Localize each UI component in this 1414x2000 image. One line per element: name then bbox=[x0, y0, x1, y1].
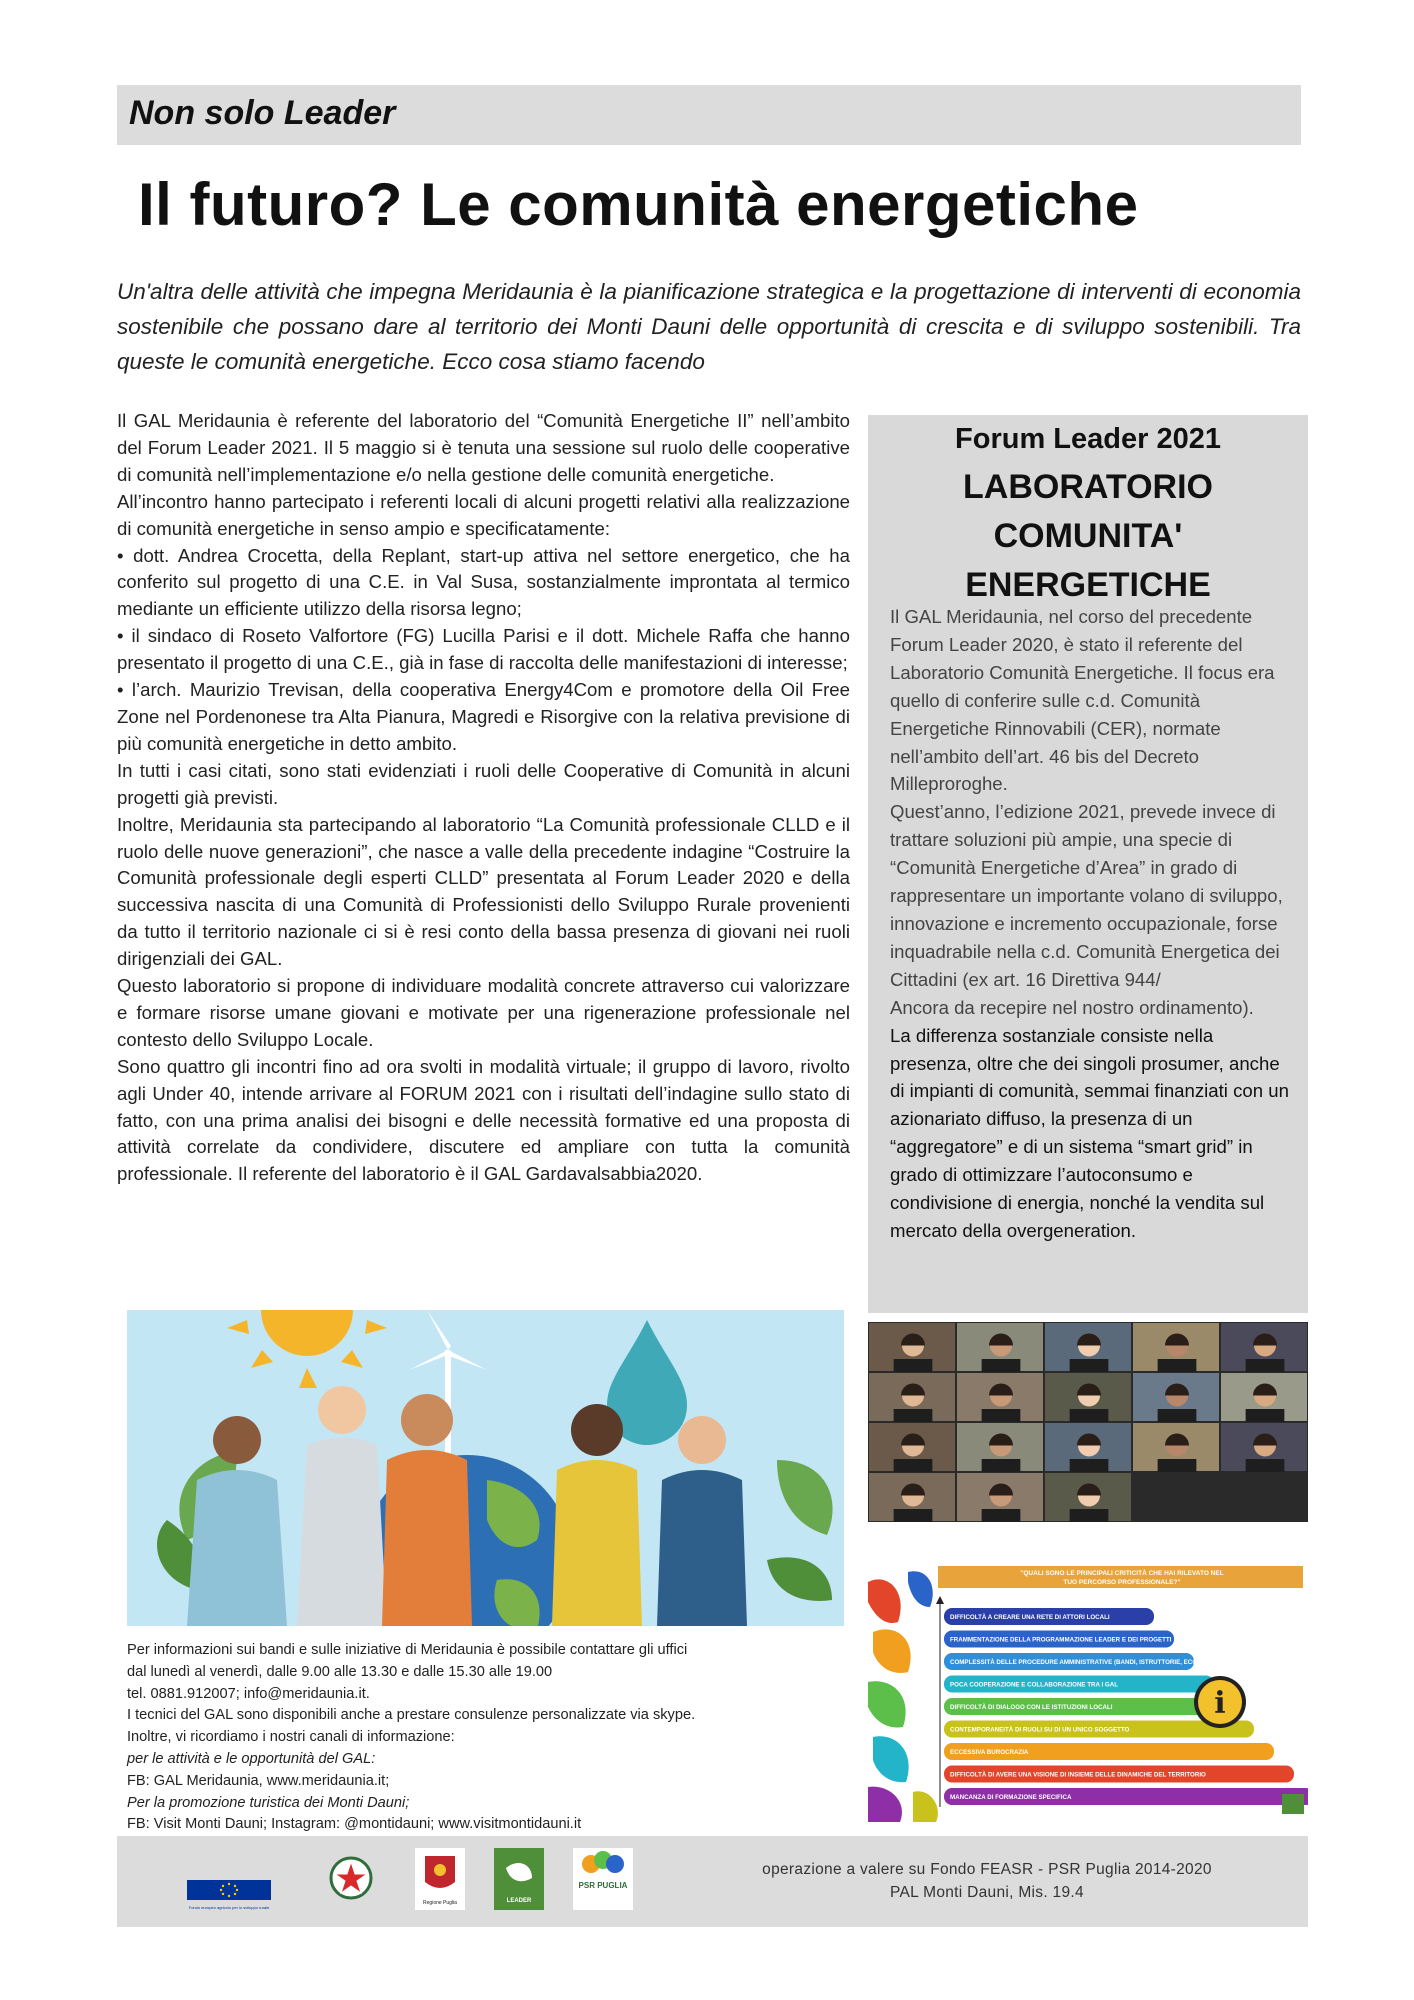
sidebar-paragraph: La differenza sostanziale consiste nella presenza, oltre che dei singoli prosumer, anche di impianti di comunità, semmai finanziati con un azionariato diffuso, la presenza di un “aggregatore” e di un sistema “smart grid” in grado di ottimizzare l’autoconsumo e condivisione di energia, nonché la vendita sul mercato della overgeneration. bbox=[890, 1024, 1289, 1241]
body-paragraph: All’incontro hanno partecipato i referenti locali di alcuni progetti relativi alla realizzazione di comunità energetiche in senso ampio e specificatamente: bbox=[117, 490, 850, 539]
participant-body bbox=[1070, 1359, 1109, 1372]
svg-text:i: i bbox=[1214, 1686, 1226, 1721]
leader-logo bbox=[494, 1848, 544, 1910]
participant-body bbox=[1070, 1409, 1109, 1422]
info-gal-links: FB: GAL Meridaunia, www.meridaunia.it; bbox=[127, 1772, 390, 1789]
hands-decoration bbox=[868, 1571, 938, 1822]
sidebar-body bbox=[890, 603, 1298, 1245]
participant-body bbox=[1246, 1409, 1285, 1422]
footer bbox=[117, 1836, 1308, 1927]
survey-question: "QUALI SONO LE PRINCIPALI CRITICITÀ CHE HAI RILEVATO NEL bbox=[1020, 1570, 1224, 1577]
info-line: tel. 0881.912007; info@meridaunia.it. bbox=[127, 1685, 370, 1702]
community-energy-illustration bbox=[127, 1310, 844, 1626]
section-bar bbox=[117, 85, 1301, 145]
sidebar-title: LABORATORIO COMUNITA' ENERGETICHE bbox=[963, 468, 1213, 604]
svg-text:LEADER: LEADER bbox=[506, 1898, 532, 1904]
sidebar-paragraph: Ancora da recepire nel nostro ordinamento). bbox=[890, 996, 1254, 1018]
participant-body bbox=[1070, 1459, 1109, 1472]
body-paragraph: Inoltre, Meridaunia sta partecipando al laboratorio “La Comunità professionale CLLD e il ruolo delle nuove generazioni”, che nasce a valle della precedente indagine “Costruire la Comunità professionale degli esperti CLLD” presentata al Forum Leader 2020 e della successiva nascita di una Comunità di Professionisti dello Sviluppo Rurale provenienti da tutto il territorio nazionale ci si è resi conto della bassa presenza di giovani nei ruoli dirigenziali dei GAL. bbox=[117, 813, 850, 970]
info-icon bbox=[1194, 1676, 1246, 1728]
body-paragraph: Sono quattro gli incontri fino ad ora svolti in modalità virtuale; il gruppo di lavoro, rivolto agli Under 40, intende arrivare al FORUM 2021 con i risultati dell’indagine sullo stato di fatto, con una prima analisi dei bisogni e delle necessità formative ed una proposta di attività correlate da condividere, discutere ed ampliare con tutta la comunità professionale. Il referente del laboratorio è il GAL Gardavalsabbia2020. bbox=[117, 1055, 850, 1185]
info-line: dal lunedì al venerdì, dalle 9.00 alle 13.30 e dalle 15.30 alle 19.00 bbox=[127, 1663, 553, 1680]
participant-body bbox=[1070, 1509, 1109, 1522]
participant-body bbox=[1158, 1409, 1197, 1422]
eu-logo bbox=[187, 1866, 271, 1928]
participant-body bbox=[982, 1409, 1021, 1422]
participant-body bbox=[1246, 1459, 1285, 1472]
body-paragraph: Questo laboratorio si propone di individuare modalità concrete attraverso cui valorizzare e formare risorse umane giovani e motivate per una rigenerazione professionale nel contesto dello Sviluppo Locale. bbox=[117, 975, 850, 1050]
funding-line: operazione a valere su Fondo FEASR - PSR Puglia 2014-2020 bbox=[762, 1861, 1212, 1878]
survey-bar-label: POCA COOPERAZIONE E COLLABORAZIONE TRA I GAL bbox=[950, 1681, 1118, 1689]
participant-body bbox=[982, 1359, 1021, 1372]
survey-bar-label: MANCANZA DI FORMAZIONE SPECIFICA bbox=[950, 1794, 1072, 1801]
participant-body bbox=[982, 1509, 1021, 1522]
lead-paragraph: Un'altra delle attività che impegna Meridaunia è la pianificazione strategica e la progettazione di interventi di economia sostenibile che possano dare al territorio dei Monti Dauni delle opportunità di crescita e di sviluppo sostenibili. Tra queste le comunità energetiche. Ecco cosa stiamo facendo bbox=[117, 279, 1301, 374]
funding-line: PAL Monti Dauni, Mis. 19.4 bbox=[890, 1884, 1084, 1901]
page-title: Il futuro? Le comunità energetiche bbox=[138, 171, 1139, 238]
sidebar-kicker: Forum Leader 2021 bbox=[955, 423, 1221, 455]
svg-text:PSR PUGLIA: PSR PUGLIA bbox=[578, 1881, 628, 1890]
svg-text:Regione Puglia: Regione Puglia bbox=[423, 1900, 457, 1906]
body-paragraph: Il GAL Meridaunia è referente del laboratorio del “Comunità Energetiche II” nell’ambito del Forum Leader 2021. Il 5 maggio si è tenuta una sessione sul ruolo delle cooperative di comunità nell’implementazione e/o nella gestione delle comunità energetiche. bbox=[117, 410, 850, 485]
info-tourism-label: Per la promozione turistica dei Monti Dauni; bbox=[127, 1794, 410, 1811]
body-paragraph: In tutti i casi citati, sono stati evidenziati i ruoli delle Cooperative di Comunità in alcuni progetti già previsti. bbox=[117, 759, 850, 808]
svg-text:TUO PERCORSO PROFESSIONALE?": TUO PERCORSO PROFESSIONALE?" bbox=[1063, 1579, 1181, 1586]
participant-body bbox=[894, 1509, 933, 1522]
contact-info bbox=[127, 1640, 827, 1836]
survey-image bbox=[868, 1562, 1308, 1822]
survey-bar-label: FRAMMENTAZIONE DELLA PROGRAMMAZIONE LEADER E DEI PROGETTI bbox=[950, 1636, 1172, 1644]
survey-bar-label: DIFFICOLTÀ A CREARE UNA RETE DI ATTORI LOCALI bbox=[950, 1614, 1110, 1621]
participant-body bbox=[1158, 1359, 1197, 1372]
regione-puglia-logo bbox=[415, 1848, 465, 1910]
svg-text:Fondo europeo agricolo per lo: Fondo europeo agricolo per lo sviluppo rurale bbox=[188, 1905, 270, 1910]
illustration-image bbox=[127, 1310, 844, 1626]
leader-logo-small bbox=[1282, 1794, 1304, 1814]
sidebar-paragraph: Quest’anno, l’edizione 2021, prevede invece di trattare soluzioni più ampie, una specie di “Comunità Energetiche d’Area” in grado di rappresentare un importante volano di sviluppo, innovazione e incremento occupazionale, forse inquadrabile nella c.d. Comunità Energetica dei Cittadini (ex art. 16 Direttiva 944/ bbox=[890, 801, 1283, 990]
body-paragraph: • dott. Andrea Crocetta, della Replant, start-up attiva nel settore energetico, che ha conferito sul progetto di una C.E. in Val Susa, sostanzialmente improntata al termico mediante un efficiente utilizzo della risorsa legno; bbox=[117, 544, 850, 620]
article-body bbox=[117, 408, 850, 1188]
survey-bar-label: COMPLESSITÀ DELLE PROCEDURE AMMINISTRATIVE (BANDI, ISTRUTTORIE, ECC) bbox=[950, 1659, 1199, 1666]
participant-body bbox=[894, 1459, 933, 1472]
body-paragraph: • il sindaco di Roseto Valfortore (FG) Lucilla Parisi e il dott. Michele Raffa che hanno presentato il progetto di una C.E., già in fase di raccolta delle manifestazioni di interesse; bbox=[117, 625, 850, 674]
sidebar-paragraph: Il GAL Meridaunia, nel corso del precedente Forum Leader 2020, è stato il referente del Laboratorio Comunità Energetiche. Il focus era quello di conferire sulle c.d. Comunità Energetiche Rinnovabili (CER), normate nell’ambito dell’art. 46 bis del Decreto Milleproroghe. bbox=[890, 606, 1275, 795]
sidebar-box bbox=[868, 415, 1308, 1313]
survey-bar-label: CONTEMPORANEITÀ DI RUOLI SU DI UN UNICO SOGGETTO bbox=[950, 1726, 1130, 1734]
funding-note bbox=[737, 1858, 1237, 1904]
video-conference-photo bbox=[868, 1322, 1308, 1522]
info-tourism-links: FB: Visit Monti Dauni; Instagram: @montidauni; www.visitmontidauni.it bbox=[127, 1816, 582, 1833]
survey-bar-label: DIFFICOLTÀ DI AVERE UNA VISIONE DI INSIEME DELLE DINAMICHE DEL TERRITORIO bbox=[950, 1771, 1206, 1779]
participant-body bbox=[1158, 1459, 1197, 1472]
italian-republic-emblem bbox=[327, 1848, 375, 1910]
body-paragraph: • l’arch. Maurizio Trevisan, della cooperativa Energy4Com e promotore della Oil Free Zone nel Pordenonese tra Alta Pianura, Magredi e Risorgive con la relativa previsione di più comunità energetiche in detto ambito. bbox=[117, 679, 850, 754]
survey-graphic bbox=[868, 1562, 1308, 1822]
section-label: Non solo Leader bbox=[129, 94, 396, 132]
info-line: I tecnici del GAL sono disponibili anche a prestare consulenze personalizzate via skype. bbox=[127, 1707, 696, 1724]
participant-body bbox=[982, 1459, 1021, 1472]
info-line: Inoltre, vi ricordiamo i nostri canali di informazione: bbox=[127, 1729, 455, 1746]
participant-body bbox=[894, 1359, 933, 1372]
info-line: Per informazioni sui bandi e sulle iniziative di Meridaunia è possibile contattare gli uffici bbox=[127, 1642, 688, 1658]
survey-bar-label: DIFFICOLTÀ DI DIALOGO CON LE ISTITUZIONI LOCALI bbox=[950, 1704, 1113, 1711]
participant-body bbox=[894, 1409, 933, 1422]
participant-body bbox=[1246, 1359, 1285, 1372]
survey-bar-label: ECCESSIVA BUROCRAZIA bbox=[950, 1749, 1029, 1756]
info-gal-label: per le attività e le opportunità del GAL: bbox=[127, 1750, 376, 1767]
psr-puglia-logo bbox=[573, 1848, 633, 1910]
video-grid-image bbox=[868, 1322, 1308, 1522]
